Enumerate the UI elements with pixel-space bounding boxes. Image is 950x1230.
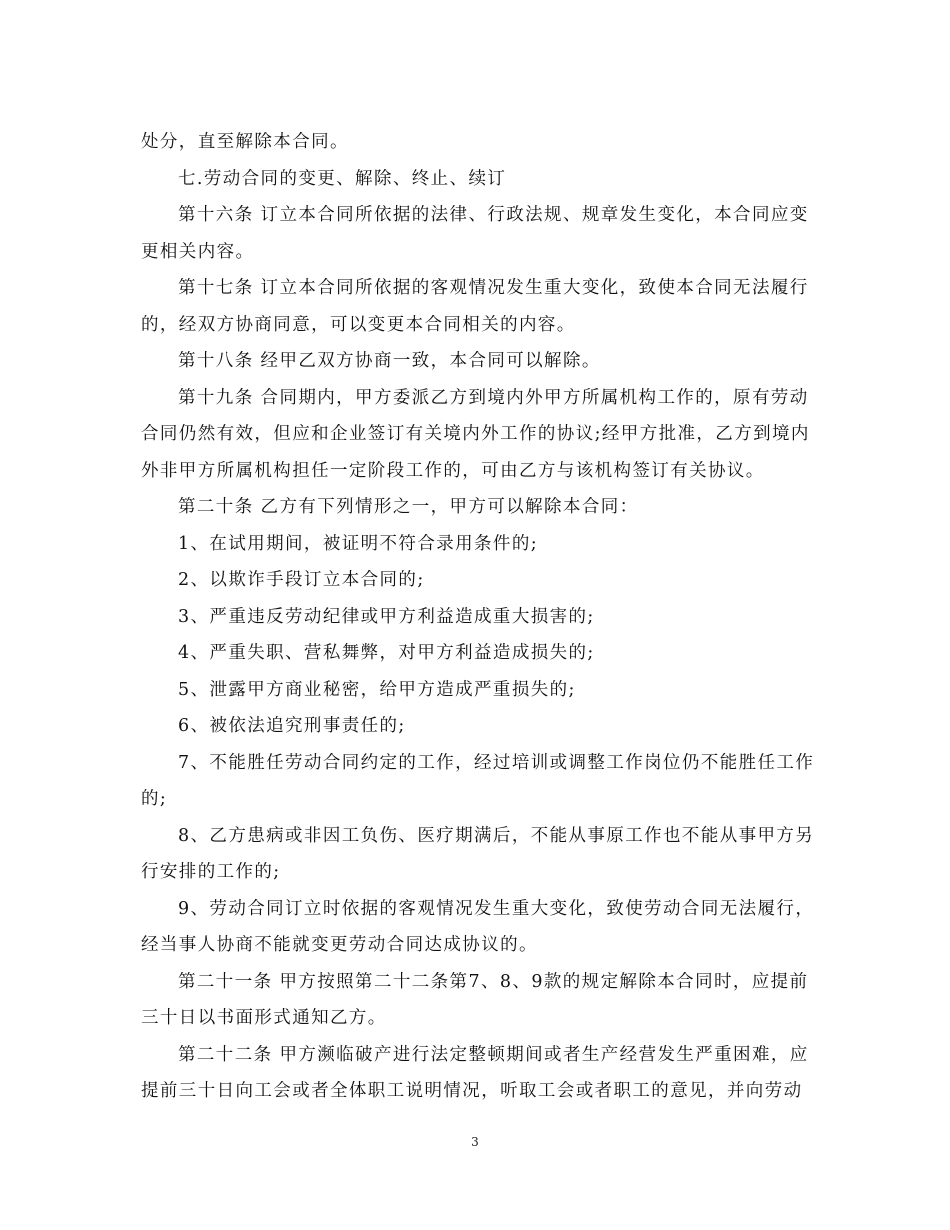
text-line: 外非甲方所属机构担任一定阶段工作的，可由乙方与该机构签订有关协议。 bbox=[141, 460, 765, 481]
text-line: 第二十条 乙方有下列情形之一，甲方可以解除本合同： bbox=[178, 497, 639, 517]
text-line: 第十八条 经甲乙双方协商一致，本合同可以解除。 bbox=[178, 351, 601, 371]
text-line: 的; bbox=[141, 789, 168, 809]
text-line: 第二十二条 甲方濒临破产进行法定整顿期间或者生产经营发生严重困难，应 bbox=[178, 1044, 809, 1065]
page-number: 3 bbox=[471, 1135, 479, 1149]
list-item: 8、乙方患病或非因工负伤、医疗期满后，不能从事原工作也不能从事甲方另 bbox=[178, 825, 815, 846]
text-line: 三十日以书面形式通知乙方。 bbox=[141, 1008, 387, 1028]
list-item: 4、严重失职、营私舞弊，对甲方利益造成损失的; bbox=[178, 643, 595, 663]
list-item: 6、被依法追究刑事责任的; bbox=[178, 716, 406, 736]
text-line: 第十七条 订立本合同所依据的客观情况发生重大变化，致使本合同无法履行 bbox=[178, 278, 809, 298]
text-line: 的，经双方协商同意，可以变更本合同相关的内容。 bbox=[141, 314, 576, 335]
text-line: 处分，直至解除本合同。 bbox=[141, 132, 349, 152]
list-item: 1、在试用期间，被证明不符合录用条件的; bbox=[178, 533, 539, 554]
list-item: 7、不能胜任劳动合同约定的工作，经过培训或调整工作岗位仍不能胜任工作 bbox=[178, 752, 815, 773]
text-line: 经当事人协商不能就变更劳动合同达成协议的。 bbox=[141, 935, 538, 955]
list-item: 2、以欺诈手段订立本合同的; bbox=[178, 570, 425, 590]
text-line: 提前三十日向工会或者全体职工说明情况，听取工会或者职工的意见，并向劳动 bbox=[141, 1081, 803, 1101]
list-item: 9、劳动合同订立时依据的客观情况发生重大变化，致使劳动合同无法履行， bbox=[178, 898, 815, 919]
text-line: 更相关内容。 bbox=[141, 241, 255, 262]
text-line: 合同仍然有效，但应和企业签订有关境内外工作的协议;经甲方批准，乙方到境内 bbox=[141, 424, 810, 444]
document-body bbox=[141, 124, 815, 1110]
text-line: 第十九条 合同期内，甲方委派乙方到境内外甲方所属机构工作的，原有劳动 bbox=[178, 387, 809, 408]
text-line: 第十六条 订立本合同所依据的法律、行政法规、规章发生变化，本合同应变 bbox=[178, 205, 809, 225]
text-line: 行安排的工作的; bbox=[141, 862, 281, 882]
section-heading: 七.劳动合同的变更、解除、终止、续订 bbox=[178, 168, 507, 189]
text-line: 第二十一条 甲方按照第二十二条第7、8、9款的规定解除本合同时，应提前 bbox=[178, 971, 809, 992]
list-item: 5、泄露甲方商业秘密，给甲方造成严重损失的; bbox=[178, 679, 576, 700]
list-item: 3、严重违反劳动纪律或甲方利益造成重大损害的; bbox=[178, 606, 595, 627]
